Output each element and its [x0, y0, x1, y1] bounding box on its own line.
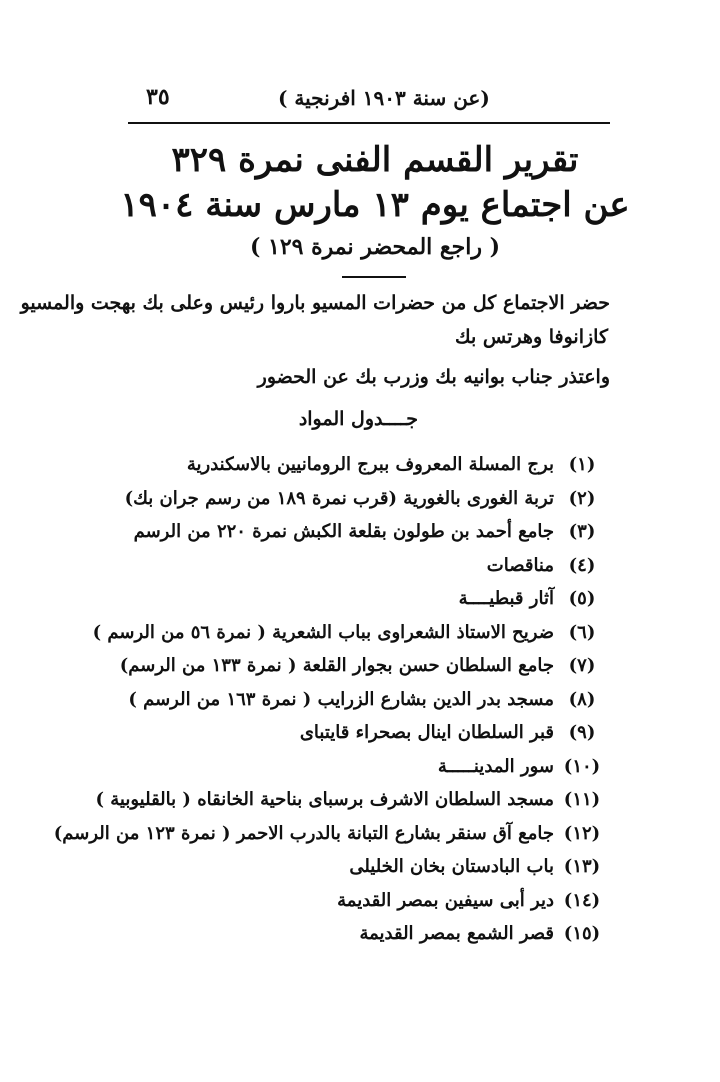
- item-text: برج المسلة المعروف ببرج الرومانيين بالاسكندرية: [186, 454, 554, 476]
- agenda-item: [132, 850, 602, 884]
- agenda-item: [132, 549, 602, 583]
- item-text: قبر السلطان اينال بصحراء قايتباى: [299, 722, 554, 744]
- agenda-item: [128, 683, 602, 717]
- meeting-date-title: عن اجتماع يوم ١٣ مارس سنة ١٩٠٤: [120, 185, 630, 225]
- item-number: (٤): [568, 554, 596, 576]
- agenda-item: [95, 783, 602, 817]
- item-number: (١١): [563, 789, 601, 811]
- running-header: [128, 84, 608, 120]
- agenda-item: [132, 884, 602, 918]
- item-text: تربة الغورى بالغورية (قرب نمرة ١٨٩ من رسم جران بك): [124, 487, 554, 509]
- attendance-line-2: كازانوفا وهرتس بك: [455, 326, 608, 348]
- agenda-heading: جــــدول المواد: [298, 408, 418, 430]
- item-text: جامع السلطان حسن بجوار القلعة ( نمرة ١٣٣ من الرسم): [119, 655, 554, 677]
- header-rule: [128, 122, 610, 124]
- agenda-item: [132, 917, 602, 951]
- minutes-reference: ( راجع المحضر نمرة ١٢٩ ): [249, 234, 501, 260]
- item-text: سور المدينـــــة: [437, 755, 554, 777]
- agenda-item: [92, 616, 602, 650]
- title-divider: [342, 276, 406, 278]
- item-number: (٦): [568, 621, 596, 643]
- item-number: (١٤): [563, 889, 601, 911]
- item-text: آثار قبطيــــة: [458, 588, 554, 610]
- item-number: (٧): [568, 655, 596, 677]
- item-text: جامع آق سنقر بشارع التبانة بالدرب الاحمر ( نمرة ١٢٣ من الرسم): [53, 822, 554, 844]
- agenda-item: [53, 817, 602, 851]
- agenda-item: [132, 582, 602, 616]
- item-text: باب البادستان بخان الخليلى: [349, 856, 554, 878]
- item-text: مسجد بدر الدين بشارع الزرايب ( نمرة ١٦٣ من الرسم ): [128, 688, 554, 710]
- agenda-item: [132, 448, 602, 482]
- item-text: مناقصات: [486, 554, 554, 576]
- running-title: (عن سنة ١٩٠٣ افرنجية ): [278, 86, 490, 110]
- item-number: (٣): [568, 521, 596, 543]
- item-number: (١٢): [563, 822, 601, 844]
- item-text: دير أبى سيفين بمصر القديمة: [337, 889, 554, 911]
- page-number: ٣٥: [146, 84, 170, 110]
- item-number: (١٥): [563, 923, 601, 945]
- item-number: (٢): [568, 487, 596, 509]
- apology-line: واعتذر جناب بوانيه بك وزرب بك عن الحضور: [257, 366, 610, 388]
- agenda-item: [132, 750, 602, 784]
- report-title: تقرير القسم الفنى نمرة ٣٢٩: [171, 140, 579, 180]
- attendance-line-1: حضر الاجتماع كل من حضرات المسيو باروا رئيس وعلى بك بهجت والمسيو: [20, 292, 610, 314]
- item-number: (١): [568, 454, 596, 476]
- item-number: (١٠): [563, 755, 601, 777]
- agenda-item: [119, 649, 602, 683]
- item-text: ضريح الاستاذ الشعراوى بباب الشعرية ( نمرة ٥٦ من الرسم ): [92, 621, 554, 643]
- item-number: (١٣): [563, 856, 601, 878]
- item-number: (٩): [568, 722, 596, 744]
- item-number: (٨): [568, 688, 596, 710]
- item-text: قصر الشمع بمصر القديمة: [359, 923, 554, 945]
- agenda-list: [53, 448, 602, 951]
- agenda-item: [124, 482, 602, 516]
- agenda-item: [132, 716, 602, 750]
- item-text: مسجد السلطان الاشرف برسباى بناحية الخانقاه ( بالقليوبية ): [95, 789, 554, 811]
- item-text: جامع أحمد بن طولون بقلعة الكبش نمرة ٢٢٠ من الرسم: [133, 521, 554, 543]
- agenda-item: [132, 515, 602, 549]
- item-number: (٥): [568, 588, 596, 610]
